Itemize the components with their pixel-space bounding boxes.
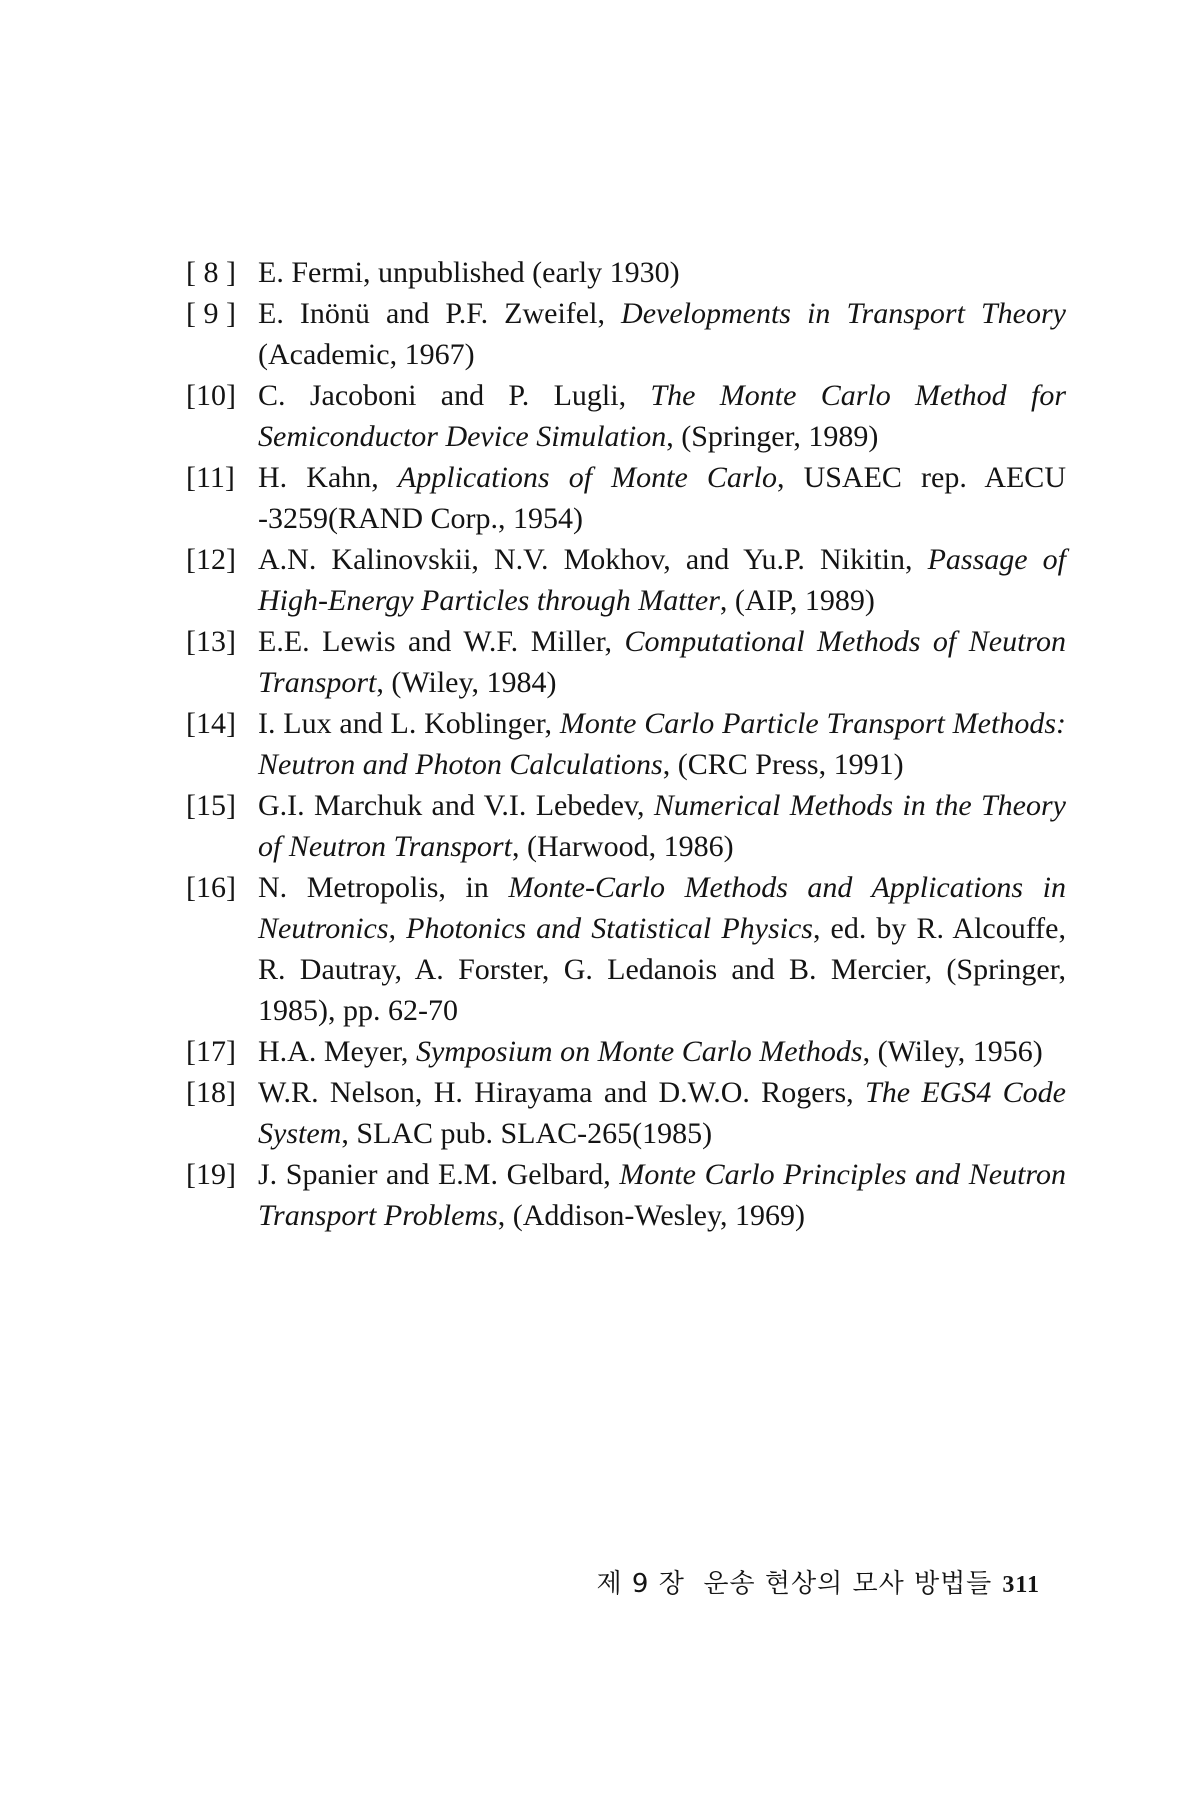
reference-number: [12] xyxy=(186,543,236,576)
page-number: 311 xyxy=(1002,1572,1040,1598)
reference-segment: , (Wiley, 1984) xyxy=(376,666,557,699)
reference-text xyxy=(258,785,1066,867)
chapter-title: 제 9 장 운송 현상의 모사 방법들 xyxy=(596,1569,993,1599)
reference-segment: G.I. Marchuk and V.I. Lebedev, xyxy=(258,789,654,822)
reference-segment: E.E. Lewis and W.F. Miller, xyxy=(258,625,625,658)
reference-text xyxy=(258,539,1066,621)
reference-segment: N. Metropolis, in xyxy=(258,871,509,904)
reference-number: [16] xyxy=(186,871,236,904)
reference-segment: E. Fermi, unpublished (early 1930) xyxy=(258,256,680,289)
reference-segment: , (AIP, 1989) xyxy=(719,584,875,617)
reference-text xyxy=(258,375,1066,457)
reference-text xyxy=(258,1154,1066,1236)
reference-item xyxy=(186,1154,1066,1236)
reference-number: [17] xyxy=(186,1035,236,1068)
reference-number: [15] xyxy=(186,789,236,822)
reference-segment: J. Spanier and E.M. Gelbard, xyxy=(258,1158,620,1191)
reference-number: [14] xyxy=(186,707,236,740)
reference-number: [10] xyxy=(186,379,236,412)
reference-item xyxy=(186,785,1066,867)
reference-text xyxy=(258,457,1066,539)
reference-list xyxy=(186,252,1066,1236)
reference-segment: , (Addison-Wesley, 1969) xyxy=(497,1199,806,1232)
reference-text xyxy=(258,621,1066,703)
reference-item xyxy=(186,1031,1066,1072)
reference-text xyxy=(258,1072,1066,1154)
reference-item xyxy=(186,539,1066,621)
running-footer xyxy=(559,1533,1040,1630)
reference-segment: H. Kahn, xyxy=(258,461,398,494)
reference-title: Passage of High-Energy Particles through Matter xyxy=(258,543,1066,617)
reference-text xyxy=(258,867,1066,1031)
reference-segment: A.N. Kalinovskii, N.V. Mokhov, and Yu.P. Nikitin, xyxy=(258,543,928,576)
reference-number: [11] xyxy=(186,461,235,494)
reference-segment: , (CRC Press, 1991) xyxy=(662,748,904,781)
reference-title: The Monte Carlo Method for Semiconductor Device Simulation xyxy=(258,379,1067,453)
reference-segment: (Academic, 1967) xyxy=(258,338,475,371)
reference-segment: H.A. Meyer, xyxy=(258,1035,416,1068)
reference-number: [ 8 ] xyxy=(186,256,236,289)
reference-title: Symposium on Monte Carlo Methods xyxy=(415,1035,863,1068)
reference-title: Applications of Monte Carlo xyxy=(397,461,777,494)
reference-segment: C. Jacoboni and P. Lugli, xyxy=(258,379,651,412)
reference-item xyxy=(186,457,1066,539)
reference-segment: W.R. Nelson, H. Hirayama and D.W.O. Rogers, xyxy=(258,1076,866,1109)
reference-number: [13] xyxy=(186,625,236,658)
reference-segment: , SLAC pub. SLAC-265(1985) xyxy=(341,1117,713,1150)
reference-item xyxy=(186,621,1066,703)
reference-number: [ 9 ] xyxy=(186,297,236,330)
reference-segment: , (Harwood, 1986) xyxy=(511,830,734,863)
reference-title: Monte Carlo Principles and Neutron Transport Problems xyxy=(258,1158,1066,1232)
reference-title: Developments in Transport Theory xyxy=(621,297,1066,330)
reference-item xyxy=(186,703,1066,785)
reference-segment: E. Inönü and P.F. Zweifel, xyxy=(258,297,622,330)
reference-text xyxy=(258,1031,1066,1072)
reference-item xyxy=(186,1072,1066,1154)
reference-item xyxy=(186,293,1066,375)
reference-segment: , ed. by R. Alcouffe, R. Dautray, A. Forster, G. Ledanois and B. Mercier, (Springer, 1985), pp. 62-70 xyxy=(258,912,1066,1027)
reference-segment: I. Lux and L. Koblinger, xyxy=(258,707,560,740)
reference-text xyxy=(258,252,1066,293)
reference-segment: , USAEC rep. AECU -3259(RAND Corp., 1954) xyxy=(258,461,1066,535)
reference-item xyxy=(186,867,1066,1031)
reference-text xyxy=(258,293,1066,375)
reference-title: The EGS4 Code System xyxy=(258,1076,1066,1150)
reference-title: Monte-Carlo Methods and Applications in Neutronics, Photonics and Statistical Physics xyxy=(258,871,1066,945)
reference-title: Computational Methods of Neutron Transport xyxy=(258,625,1066,699)
reference-number: [18] xyxy=(186,1076,236,1109)
reference-item xyxy=(186,252,1066,293)
reference-segment: , (Wiley, 1956) xyxy=(862,1035,1043,1068)
reference-text xyxy=(258,703,1066,785)
reference-title: Monte Carlo Particle Transport Methods: Neutron and Photon Calculations xyxy=(258,707,1066,781)
reference-item xyxy=(186,375,1066,457)
reference-number: [19] xyxy=(186,1158,236,1191)
reference-title: Numerical Methods in the Theory of Neutron Transport xyxy=(258,789,1066,863)
reference-segment: , (Springer, 1989) xyxy=(666,420,879,453)
